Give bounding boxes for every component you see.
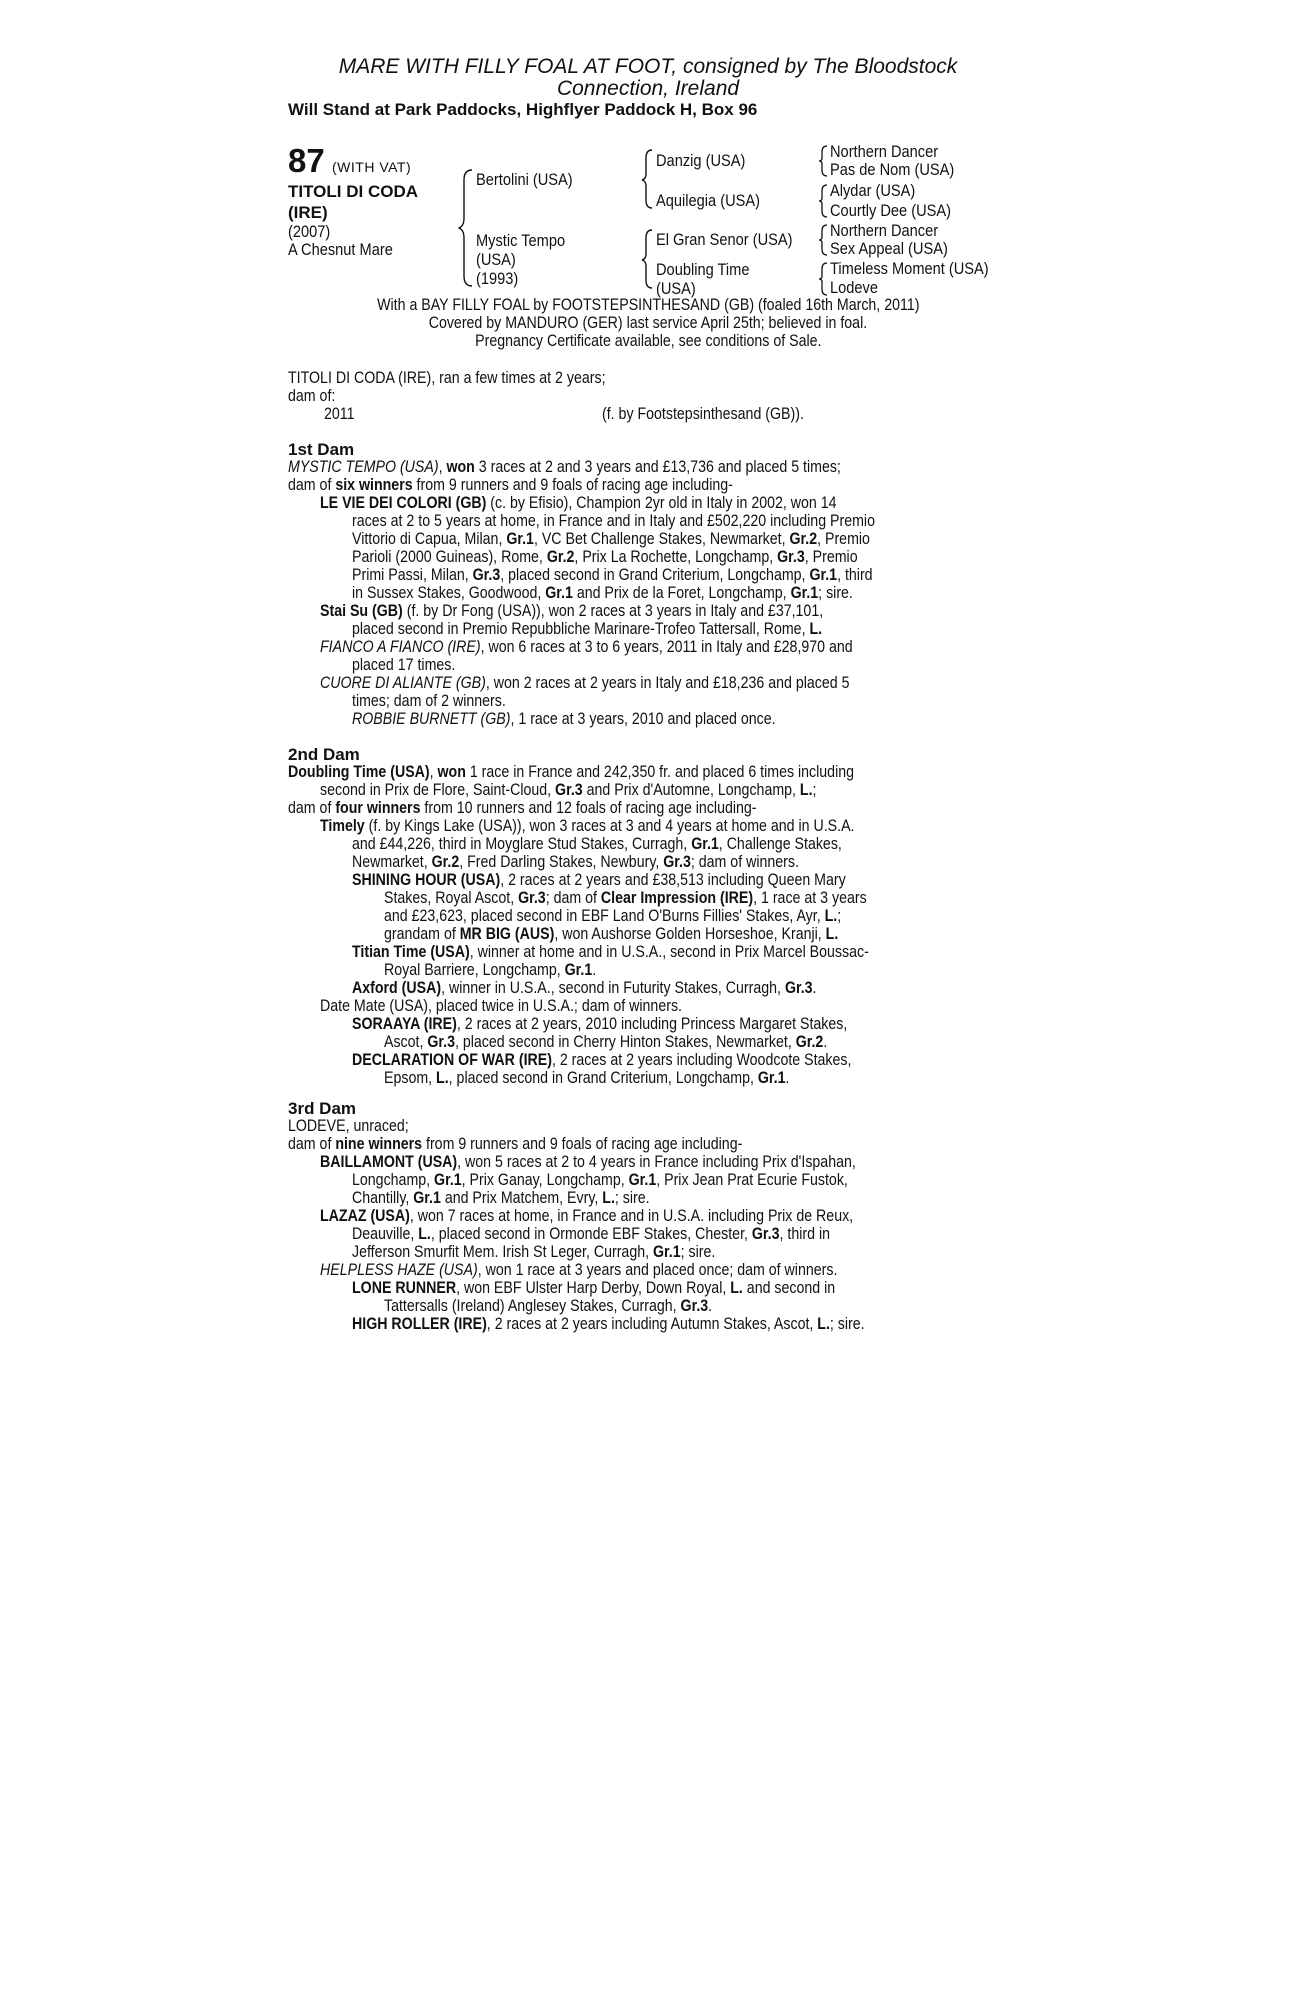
body-line-d2-13: Axford (USA), winner in U.S.A., second in Futurity Stakes, Curragh, Gr.3.: [352, 979, 817, 997]
body-line-d1-13: CUORE DI ALIANTE (GB), won 2 races at 2 years in Italy and £18,236 and placed 5: [320, 674, 850, 692]
page-title: [288, 56, 1008, 100]
body-line-d1-9: Stai Su (GB) (f. by Dr Fong (USA)), won 2 races at 3 years in Italy and £37,101,: [320, 602, 824, 620]
body-line-d1-14: times; dam of 2 winners.: [352, 692, 506, 710]
stand-location: Will Stand at Park Paddocks, Highflyer Paddock H, Box 96: [288, 100, 758, 119]
body-line-d3-8: Jefferson Smurfit Mem. Irish St Leger, Curragh, Gr.1; sire.: [352, 1243, 716, 1261]
pedigree-bracket-3c: [816, 222, 830, 258]
body-line-d2-10: grandam of MR BIG (AUS), won Aushorse Golden Horseshoe, Kranji, L.: [384, 925, 839, 943]
pedigree-bracket-3d: [816, 260, 830, 298]
body-line-d3-3: BAILLAMONT (USA), won 5 races at 2 to 4 years in France including Prix d'Ispahan,: [320, 1153, 856, 1171]
body-line-d2-6: Newmarket, Gr.2, Fred Darling Stakes, Newbury, Gr.3; dam of winners.: [352, 853, 799, 871]
body-line-d3-1: LODEVE, unraced;: [288, 1117, 409, 1135]
body-line-d3-4: Longchamp, Gr.1, Prix Ganay, Longchamp, Gr.1, Prix Jean Prat Ecurie Fustok,: [352, 1171, 848, 1189]
sire-dam: Aquilegia (USA): [656, 191, 761, 210]
pregnancy-note-text: Pregnancy Certificate available, see conditions of Sale.: [474, 332, 822, 350]
pedigree-bracket-2b: [640, 226, 656, 292]
dam-dam-sire: Timeless Moment (USA): [830, 259, 989, 278]
dam-sire-sire: Northern Dancer: [830, 221, 939, 240]
horse-name-line-1: TITOLI DI CODA: [288, 182, 419, 201]
body-line-d1-7: Primi Passi, Milan, Gr.3, placed second in Grand Criterium, Longchamp, Gr.1, third: [352, 566, 873, 584]
horse-description: A Chesnut Mare: [288, 240, 393, 259]
dam-line-1: Mystic Tempo: [476, 231, 566, 250]
foal-note-text: With a BAY FILLY FOAL by FOOTSTEPSINTHESAND (GB) (foaled 16th March, 2011): [376, 296, 920, 314]
body-line-d2-11: Titian Time (USA), winner at home and in U.S.A., second in Prix Marcel Boussac-: [352, 943, 869, 961]
produce-line-2: dam of:: [288, 387, 336, 405]
body-line-d2-8: Stakes, Royal Ascot, Gr.3; dam of Clear Impression (IRE), 1 race at 3 years: [384, 889, 867, 907]
vat-note: (WITH VAT): [332, 159, 412, 175]
body-line-d1-2: dam of six winners from 9 runners and 9 foals of racing age including-: [288, 476, 733, 494]
title-line-2: Connection, Ireland: [556, 77, 740, 100]
body-line-d1-1: MYSTIC TEMPO (USA), won 3 races at 2 and 3 years and £13,736 and placed 5 times;: [288, 458, 841, 476]
sire: Bertolini (USA): [476, 170, 573, 189]
body-line-d1-6: Parioli (2000 Guineas), Rome, Gr.2, Prix La Rochette, Longchamp, Gr.3, Premio: [352, 548, 858, 566]
produce-detail: (f. by Footstepsinthesand (GB)).: [602, 405, 804, 423]
sire-dam-dam: Courtly Dee (USA): [830, 201, 952, 220]
pregnancy-note: [288, 332, 1008, 351]
body-line-d1-11: FIANCO A FIANCO (IRE), won 6 races at 3 to 6 years, 2011 in Italy and £28,970 and: [320, 638, 853, 656]
body-line-d3-10: LONE RUNNER, won EBF Ulster Harp Derby, Down Royal, L. and second in: [352, 1279, 836, 1297]
body-line-d1-10: placed second in Premio Repubbliche Marinare-Trofeo Tattersall, Rome, L.: [352, 620, 823, 638]
lot-number: 87: [288, 142, 325, 179]
section-2nd-dam: 2nd Dam: [288, 745, 360, 764]
body-line-d2-7: SHINING HOUR (USA), 2 races at 2 years and £38,513 including Queen Mary: [352, 871, 846, 889]
dam-sire-dam: Sex Appeal (USA): [830, 239, 948, 258]
body-line-d2-12: Royal Barriere, Longchamp, Gr.1.: [384, 961, 597, 979]
dam-line-3: (1993): [476, 269, 519, 288]
body-line-d2-4: Timely (f. by Kings Lake (USA)), won 3 races at 3 and 4 years at home and in U.S.A.: [320, 817, 855, 835]
produce-line-1: TITOLI DI CODA (IRE), ran a few times at 2 years;: [288, 369, 606, 387]
dam-dam-dam: Lodeve: [830, 278, 878, 297]
body-line-d2-18: Epsom, L., placed second in Grand Criterium, Longchamp, Gr.1.: [384, 1069, 790, 1087]
body-line-d2-1: Doubling Time (USA), won 1 race in France and 242,350 fr. and placed 6 times including: [288, 763, 855, 781]
body-line-d2-15: SORAAYA (IRE), 2 races at 2 years, 2010 including Princess Margaret Stakes,: [352, 1015, 848, 1033]
body-line-d1-5: Vittorio di Capua, Milan, Gr.1, VC Bet Challenge Stakes, Newmarket, Gr.2, Premio: [352, 530, 870, 548]
sire-sire-dam: Pas de Nom (USA): [830, 160, 955, 179]
pedigree-bracket-3a: [816, 143, 830, 179]
body-line-d3-2: dam of nine winners from 9 runners and 9 foals of racing age including-: [288, 1135, 743, 1153]
sire-sire: Danzig (USA): [656, 151, 746, 170]
section-1st-dam: 1st Dam: [288, 440, 355, 459]
produce-year: 2011: [324, 405, 355, 423]
dd-line-1: Doubling Time: [656, 260, 750, 279]
body-line-d3-11: Tattersalls (Ireland) Anglesey Stakes, Curragh, Gr.3.: [384, 1297, 713, 1315]
horse-name-line-2: (IRE): [288, 203, 328, 222]
horse-year: (2007): [288, 222, 331, 241]
body-line-d1-12: placed 17 times.: [352, 656, 456, 674]
body-line-d2-5: and £44,226, third in Moyglare Stud Stakes, Curragh, Gr.1, Challenge Stakes,: [352, 835, 842, 853]
body-line-d2-2: second in Prix de Flore, Saint-Cloud, Gr.3 and Prix d'Automne, Longchamp, L.;: [320, 781, 817, 799]
sire-sire-sire: Northern Dancer: [830, 142, 939, 161]
body-line-d3-7: Deauville, L., placed second in Ormonde EBF Stakes, Chester, Gr.3, third in: [352, 1225, 830, 1243]
body-line-d3-12: HIGH ROLLER (IRE), 2 races at 2 years including Autumn Stakes, Ascot, L.; sire.: [352, 1315, 865, 1333]
body-line-d1-15: ROBBIE BURNETT (GB), 1 race at 3 years, 2010 and placed once.: [352, 710, 776, 728]
body-line-d2-9: and £23,623, placed second in EBF Land O'Burns Fillies' Stakes, Ayr, L.;: [384, 907, 842, 925]
body-line-d3-9: HELPLESS HAZE (USA), won 1 race at 3 years and placed once; dam of winners.: [320, 1261, 838, 1279]
pedigree-bracket-2a: [640, 146, 656, 212]
dam-sire: El Gran Senor (USA): [656, 230, 793, 249]
title-line-1: MARE WITH FILLY FOAL AT FOOT, consigned by The Bloodstock: [338, 55, 958, 78]
foal-note: [288, 296, 1008, 315]
body-line-d2-16: Ascot, Gr.3, placed second in Cherry Hinton Stakes, Newmarket, Gr.2.: [384, 1033, 828, 1051]
body-line-d2-17: DECLARATION OF WAR (IRE), 2 races at 2 years including Woodcote Stakes,: [352, 1051, 852, 1069]
section-3rd-dam: 3rd Dam: [288, 1099, 357, 1118]
dd-line-2: (USA): [656, 279, 696, 298]
body-line-d1-4: races at 2 to 5 years at home, in France and in Italy and £502,220 including Premio: [352, 512, 875, 530]
body-line-d2-3: dam of four winners from 10 runners and 12 foals of racing age including-: [288, 799, 757, 817]
body-line-d3-6: LAZAZ (USA), won 7 races at home, in France and in U.S.A. including Prix de Reux,: [320, 1207, 854, 1225]
body-line-d3-5: Chantilly, Gr.1 and Prix Matchem, Evry, L.; sire.: [352, 1189, 650, 1207]
dam-line-2: (USA): [476, 250, 516, 269]
body-line-d1-3: LE VIE DEI COLORI (GB) (c. by Efisio), Champion 2yr old in Italy in 2002, won 14: [320, 494, 837, 512]
pedigree-bracket-1: [458, 166, 476, 290]
pedigree-bracket-3b: [816, 182, 830, 220]
body-line-d2-14: Date Mate (USA), placed twice in U.S.A.; dam of winners.: [320, 997, 682, 1015]
body-line-d1-8: in Sussex Stakes, Goodwood, Gr.1 and Prix de la Foret, Longchamp, Gr.1; sire.: [352, 584, 853, 602]
covered-note: [288, 314, 1008, 333]
sire-dam-sire: Alydar (USA): [830, 181, 916, 200]
covered-note-text: Covered by MANDURO (GER) last service April 25th; believed in foal.: [428, 314, 868, 332]
